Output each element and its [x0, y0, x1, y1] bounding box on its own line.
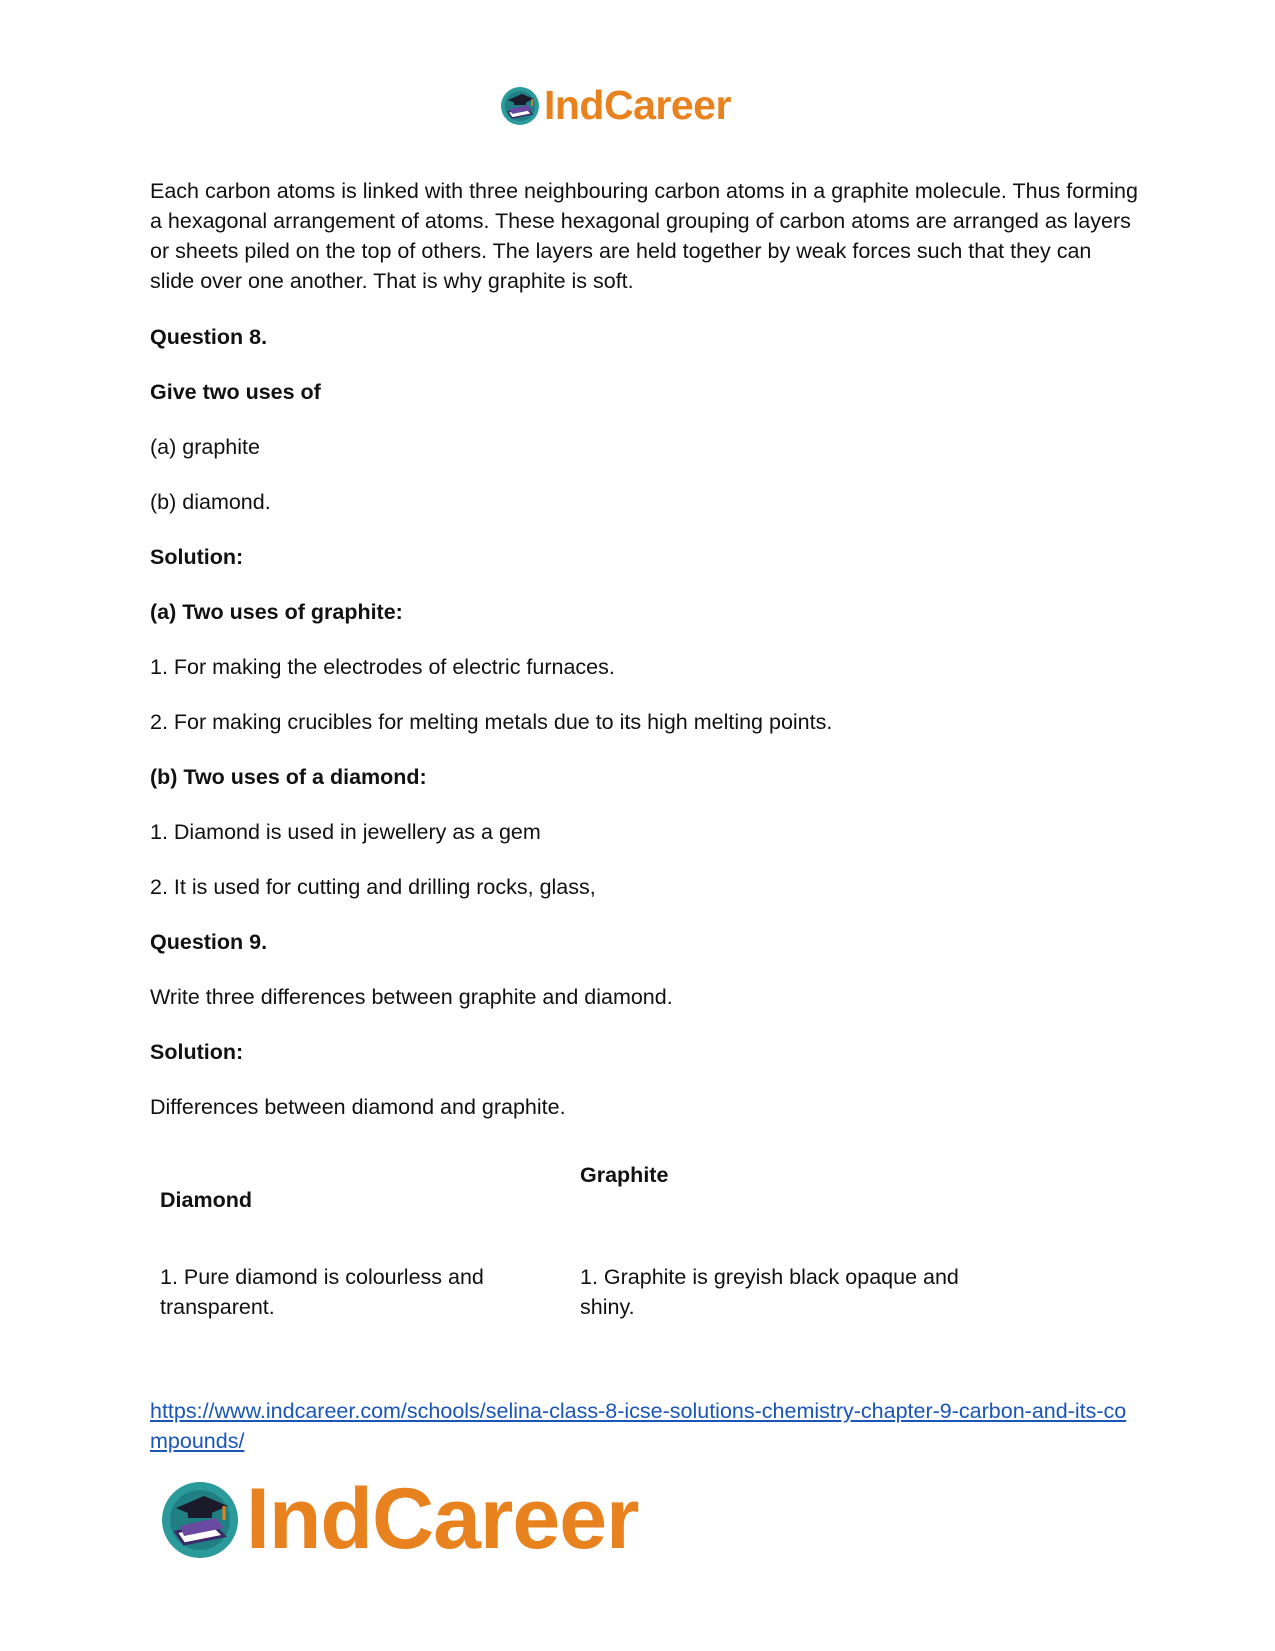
diamond-use-2: 2. It is used for cutting and drilling rocks, glass, — [150, 875, 596, 899]
brand-wordmark: IndCareer — [246, 1471, 639, 1567]
table-cell-graphite: 1. Graphite is greyish black opaque and shiny. — [580, 1265, 959, 1319]
header-logo — [500, 82, 731, 129]
graduation-book-icon — [160, 1480, 240, 1560]
solution-label-2: Solution: — [150, 1040, 244, 1064]
source-link[interactable]: https://www.indcareer.com/schools/selina-class-8-icse-solutions-chemistry-chapter-9-carbon-and-its-compounds/ — [150, 1399, 1127, 1453]
table-header-graphite: Graphite — [580, 1163, 669, 1187]
graphite-use-1: 1. For making the electrodes of electric furnaces. — [150, 655, 615, 679]
solution-label: Solution: — [150, 545, 244, 569]
table-header-diamond: Diamond — [160, 1188, 252, 1212]
brand-wordmark: IndCareer — [544, 82, 731, 128]
question-9-title: Question 9. — [150, 930, 268, 954]
diamond-use-1: 1. Diamond is used in jewellery as a gem — [150, 820, 541, 844]
question-8-title: Question 8. — [150, 325, 268, 349]
question-8-text: Give two uses of — [150, 380, 321, 404]
table-cell-diamond: 1. Pure diamond is colourless and transparent. — [160, 1265, 484, 1319]
graphite-use-2: 2. For making crucibles for melting metals due to its high melting points. — [150, 710, 833, 734]
footer-logo — [160, 1470, 639, 1569]
question-8-part-b: (b) diamond. — [150, 490, 271, 514]
graduation-book-icon — [500, 86, 540, 126]
differences-intro: Differences between diamond and graphite. — [150, 1095, 566, 1119]
intro-paragraph: Each carbon atoms is linked with three neighbouring carbon atoms in a graphite molecule. Thus forming a hexagonal arrangement of atoms. These hexagonal grouping of carbon atoms are arranged as layers or sheets piled on the top of others. The layers are held together by weak forces such that they can slide over one another. That is why graphite is soft. — [150, 179, 1138, 293]
graphite-uses-heading: (a) Two uses of graphite: — [150, 600, 403, 624]
diamond-uses-heading: (b) Two uses of a diamond: — [150, 765, 427, 789]
question-8-part-a: (a) graphite — [150, 435, 260, 459]
question-9-text: Write three differences between graphite and diamond. — [150, 985, 673, 1009]
